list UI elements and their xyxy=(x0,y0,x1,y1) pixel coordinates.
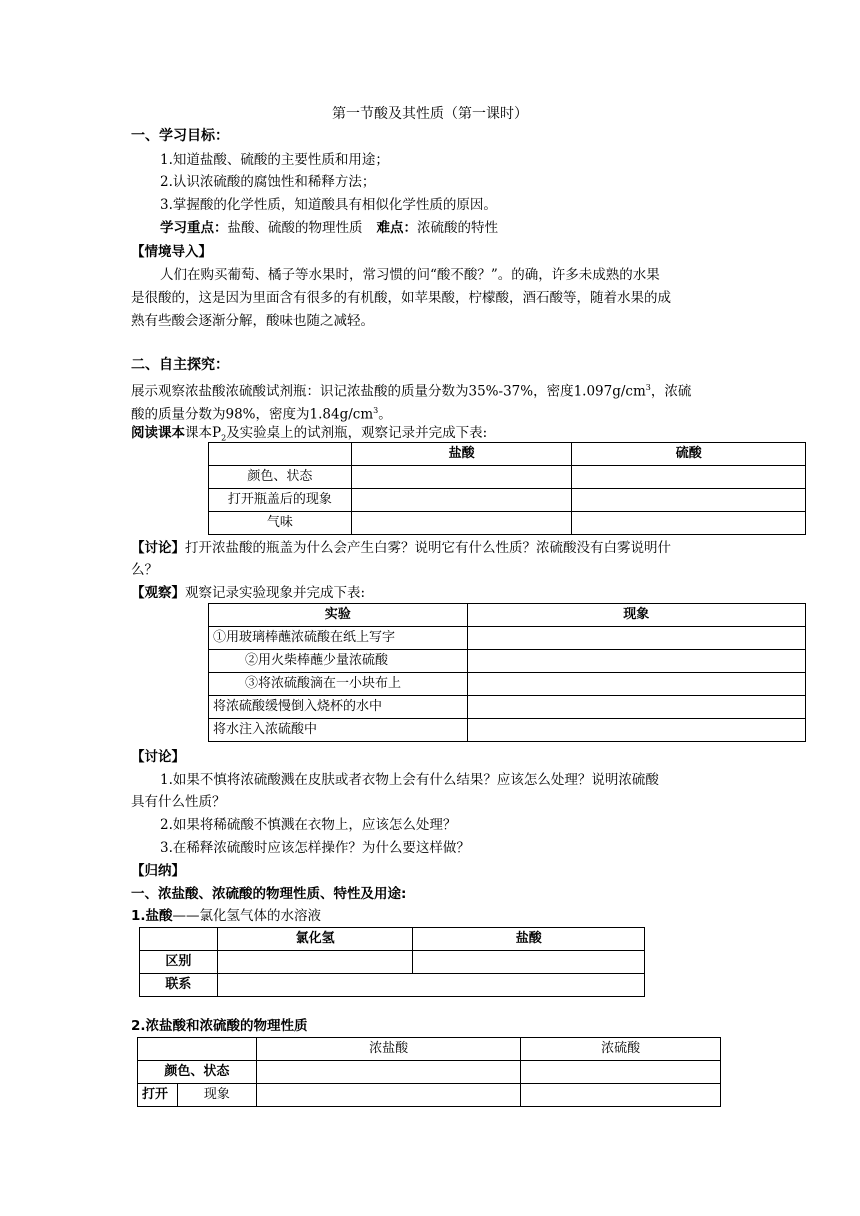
experiment-cell: 将水注入浓硫酸中 xyxy=(209,719,468,742)
header-cell xyxy=(138,1038,257,1061)
hard-label: 难点： xyxy=(376,220,417,236)
discuss-2-q1-line-1: 1.如果不慎将浓硫酸溅在皮肤或者衣物上会有什么结果？应该怎么处理？说明浓硫酸 xyxy=(160,772,659,788)
section-1-heading: 一、学习目标： xyxy=(131,128,229,144)
answer-cell[interactable] xyxy=(413,951,645,974)
header-cell xyxy=(140,928,218,951)
sec2-line-1-text: 展示观察浓盐酸浓硫酸试剂瓶：识记浓盐酸的质量分数为35%-37%，密度1.097g/cm xyxy=(131,383,646,400)
header-cell: 氯化氢 xyxy=(217,928,413,951)
discuss-text: 打开浓盐酸的瓶盖为什么会产生白雾？说明它有什么性质？浓硫酸没有白雾说明什 xyxy=(185,540,671,556)
discuss-2-heading: 【讨论】 xyxy=(131,749,185,765)
discuss-label: 【讨论】 xyxy=(131,540,185,556)
experiment-cell: 将浓硫酸缓慢倒入烧杯的水中 xyxy=(209,696,468,719)
answer-cell[interactable] xyxy=(467,673,805,696)
sec2-line-1 xyxy=(131,378,691,402)
table-header-row xyxy=(138,1038,721,1061)
intro-heading: 【情境导入】 xyxy=(131,244,212,260)
row-label: 打开瓶盖后的现象 xyxy=(209,489,352,512)
discuss-2-q3: 3.在稀释浓硫酸时应该怎样操作？为什么要这样做？ xyxy=(160,840,470,856)
row-label: 打开 xyxy=(138,1084,178,1107)
table-row xyxy=(209,719,806,742)
item-1-text: ——氯化氢气体的水溶液 xyxy=(172,908,322,924)
table-row xyxy=(140,951,645,974)
row-label: 区别 xyxy=(140,951,218,974)
table-row xyxy=(140,974,645,997)
answer-cell[interactable] xyxy=(521,1084,721,1107)
header-cell: 硫酸 xyxy=(572,443,806,466)
hard-text: 浓硫酸的特性 xyxy=(417,220,498,236)
header-cell xyxy=(209,443,352,466)
answer-cell[interactable] xyxy=(351,512,572,535)
table-header-row xyxy=(209,604,806,627)
summary-item-2: 2.浓盐酸和浓硫酸的物理性质 xyxy=(131,1018,308,1034)
page-title: 第一节酸及其性质（第一课时） xyxy=(332,106,528,122)
row-sublabel: 现象 xyxy=(177,1084,256,1107)
answer-cell[interactable] xyxy=(467,627,805,650)
experiment-cell: ①用玻璃棒蘸浓硫酸在纸上写字 xyxy=(209,627,468,650)
answer-cell[interactable] xyxy=(256,1084,521,1107)
header-cell: 浓硫酸 xyxy=(521,1038,721,1061)
answer-cell[interactable] xyxy=(572,512,806,535)
answer-cell[interactable] xyxy=(521,1061,721,1084)
goal-2: 2.认识浓硫酸的腐蚀性和稀释方法； xyxy=(160,174,376,190)
answer-cell[interactable] xyxy=(467,696,805,719)
key-label: 学习重点： xyxy=(160,220,228,236)
table-row xyxy=(138,1084,721,1107)
discuss-2-q2: 2.如果将稀硫酸不慎溅在衣物上，应该怎么处理？ xyxy=(160,817,457,833)
sec2-line-1-tail: ，浓硫 xyxy=(650,383,692,400)
read-text-tail: 及实验桌上的试剂瓶，观察记录并完成下表: xyxy=(226,425,488,441)
read-text: 课本P xyxy=(185,425,222,441)
header-cell: 浓盐酸 xyxy=(256,1038,521,1061)
table-row xyxy=(209,673,806,696)
header-cell: 盐酸 xyxy=(413,928,645,951)
header-cell: 盐酸 xyxy=(351,443,572,466)
answer-cell[interactable] xyxy=(217,951,413,974)
answer-cell[interactable] xyxy=(217,974,644,997)
row-label: 颜色、状态 xyxy=(138,1061,257,1084)
answer-cell[interactable] xyxy=(256,1061,521,1084)
observe-text: 观察记录实验现象并完成下表: xyxy=(185,585,366,601)
discuss-2-q1-line-2: 具有什么性质？ xyxy=(131,794,226,810)
experiment-cell: ③将浓硫酸滴在一小块布上 xyxy=(209,673,468,696)
answer-cell[interactable] xyxy=(351,466,572,489)
summary-heading: 一、浓盐酸、浓硫酸的物理性质、特性及用途: xyxy=(131,886,407,902)
discuss-1-line-2: 么？ xyxy=(131,562,158,578)
header-cell: 实验 xyxy=(209,604,468,627)
row-label: 颜色、状态 xyxy=(209,466,352,489)
intro-line-2: 是很酸的，这是因为里面含有很多的有机酸，如苹果酸，柠檬酸，酒石酸等，随着水果的成 xyxy=(131,290,671,306)
intro-line-1: 人们在购买葡萄、橘子等水果时，常习惯的问“酸不酸？”。的确，许多未成熟的水果 xyxy=(160,267,660,283)
section-2-heading: 二、自主探究： xyxy=(131,357,229,373)
summary-label: 【归纳】 xyxy=(131,863,185,879)
table-row xyxy=(209,466,806,489)
summary-item-1 xyxy=(131,906,321,926)
answer-cell[interactable] xyxy=(572,466,806,489)
sec2-line-2-tail: 。 xyxy=(378,406,392,423)
answer-cell[interactable] xyxy=(572,489,806,512)
goal-3: 3.掌握酸的化学性质，知道酸具有相似化学性质的原因。 xyxy=(160,197,497,213)
table-physical-properties xyxy=(137,1037,721,1107)
sec2-line-2 xyxy=(131,401,392,425)
observe-line xyxy=(131,583,365,603)
header-cell: 现象 xyxy=(467,604,805,627)
read-label: 阅读课本 xyxy=(131,425,185,441)
answer-cell[interactable] xyxy=(467,719,805,742)
table-row xyxy=(209,696,806,719)
superscript: 3 xyxy=(373,406,379,415)
table-row xyxy=(209,489,806,512)
subscript: 2 xyxy=(221,433,227,443)
table-experiment xyxy=(208,603,806,742)
experiment-cell: ②用火柴棒蘸少量浓硫酸 xyxy=(209,650,468,673)
row-label: 联系 xyxy=(140,974,218,997)
key-text: 盐酸、硫酸的物理性质 xyxy=(227,220,363,236)
table-row xyxy=(209,650,806,673)
table-row xyxy=(209,627,806,650)
sec2-line-2-text: 酸的质量分数为98%，密度为1.84g/cm xyxy=(131,406,374,423)
key-points-line xyxy=(160,218,498,238)
table-properties-observation xyxy=(208,442,806,535)
intro-line-3: 熟有些酸会逐渐分解，酸味也随之减轻。 xyxy=(131,313,374,329)
superscript: 3 xyxy=(645,383,651,392)
answer-cell[interactable] xyxy=(467,650,805,673)
row-label: 气味 xyxy=(209,512,352,535)
observe-label: 【观察】 xyxy=(131,585,185,601)
table-hcl-comparison xyxy=(139,927,645,997)
goal-1: 1.知道盐酸、硫酸的主要性质和用途； xyxy=(160,152,389,168)
table-header-row xyxy=(209,443,806,466)
table-header-row xyxy=(140,928,645,951)
item-1-label: 1.盐酸 xyxy=(131,908,173,924)
answer-cell[interactable] xyxy=(351,489,572,512)
table-row xyxy=(209,512,806,535)
discuss-1-line-1 xyxy=(131,538,671,558)
table-row xyxy=(138,1061,721,1084)
